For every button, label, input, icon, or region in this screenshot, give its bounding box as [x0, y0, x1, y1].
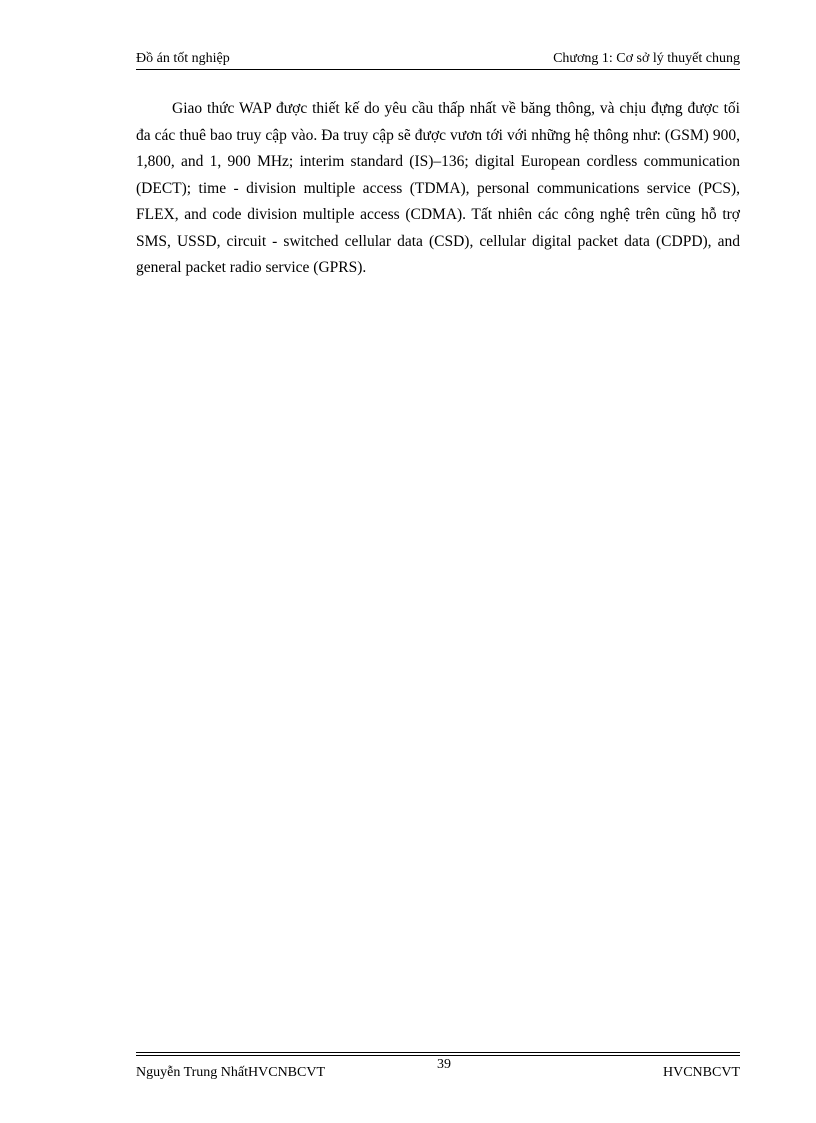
footer-institution: HVCNBCVT — [662, 1065, 740, 1080]
body-paragraph: Giao thức WAP được thiết kế do yêu cầu thấp nhất về băng thông, và chịu đựng được tối đa các thuê bao truy cập vào. Đa truy cập sẽ được vươn tới với những hệ thông như: (GSM) 900, 1,800, and 1, 900 MHz; interim standard (IS)–136; digital European cordless communication (DECT); time - division multiple access (TDMA), personal communications service (PCS), FLEX, and code division multiple access (CDMA). Tất nhiên các công nghệ trên cũng hỗ trợ SMS, USSD, circuit - switched cellular data (CSD), cellular digital packet data (CDPD), and general packet radio service (GPRS). — [136, 100, 740, 276]
footer-author: Nguyễn Trung NhấtHVCNBCVT — [136, 1065, 326, 1080]
page-footer — [136, 1057, 740, 1085]
footer-divider-top — [136, 1052, 740, 1053]
footer-divider-bottom — [136, 1055, 740, 1056]
page-header — [136, 50, 740, 68]
page-number: 39 — [437, 1057, 451, 1072]
header-chapter-title: Chương 1: Cơ sở lý thuyết chung — [553, 51, 740, 66]
header-document-title: Đồ án tốt nghiệp — [136, 51, 230, 66]
header-divider — [136, 69, 740, 70]
